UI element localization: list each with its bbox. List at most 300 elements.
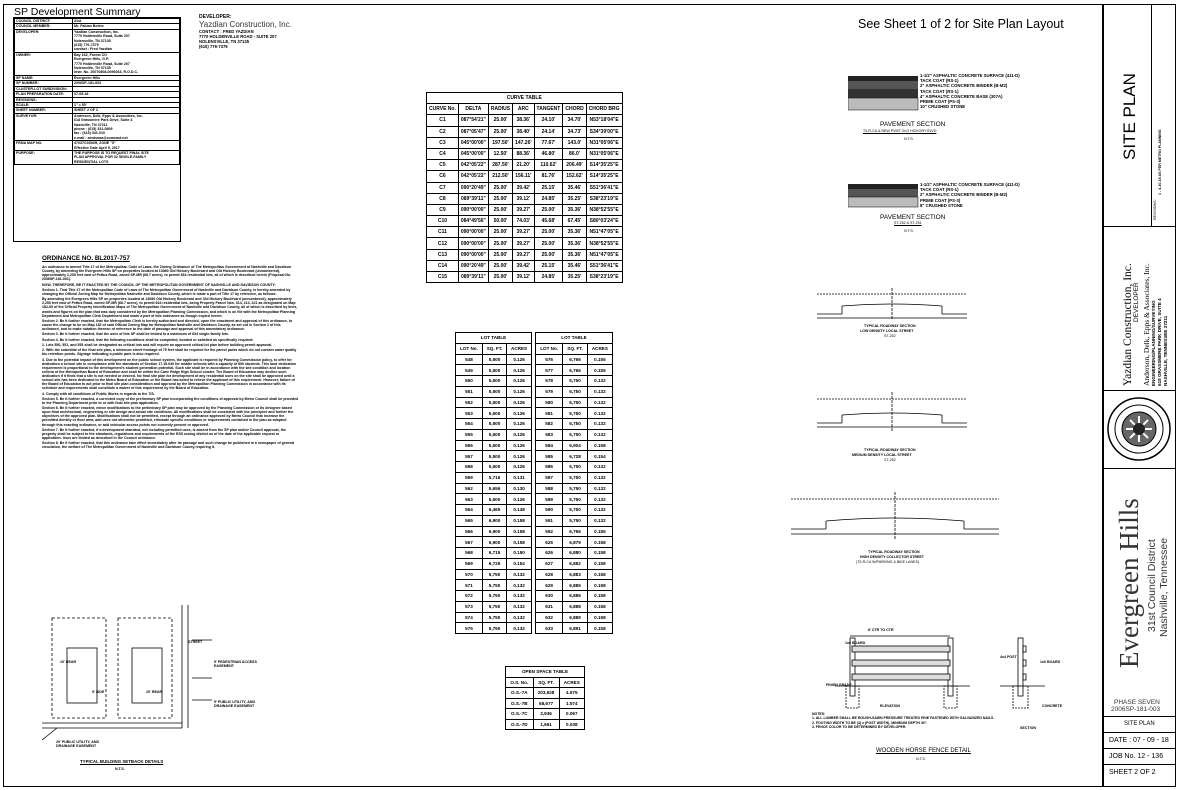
- summary-value: 2006SP-181-003: [73, 81, 180, 86]
- developer-label: DEVELOPER:: [199, 14, 232, 20]
- table-cell: 587: [536, 472, 563, 483]
- table-cell: 6,886: [563, 591, 588, 602]
- page-title: SP Development Summary: [14, 6, 141, 18]
- table-cell: 562: [456, 483, 483, 494]
- table-cell: 0.126: [507, 429, 532, 440]
- table-cell: 25.15': [534, 260, 563, 271]
- road-section-1-code: ST-252: [884, 334, 896, 338]
- column-header: CURVE No.: [427, 104, 459, 115]
- pavement-section-1-nts: N.T.S.: [904, 137, 914, 141]
- table-cell: 287.50': [488, 160, 512, 171]
- table-cell: 0.132: [587, 419, 612, 430]
- table-cell: 090°20'49": [458, 182, 488, 193]
- table-cell: 38.40': [513, 126, 534, 137]
- table-cell: 0.155: [587, 526, 612, 537]
- engineer-line-2: 618 GRASSMERE PARK DRIVE, SUITE 4: [1157, 298, 1162, 386]
- table-cell: 0.158: [507, 526, 532, 537]
- summary-row: [15, 150, 180, 164]
- table-row: [427, 260, 623, 271]
- table-cell: 0.158: [587, 569, 612, 580]
- table-cell: S14°35'25"E: [586, 160, 622, 171]
- table-cell: 584: [536, 440, 563, 451]
- table-cell: 25.00': [488, 260, 512, 271]
- summary-value: Mr. Fabian Bedne: [73, 24, 180, 29]
- table-cell: 0.126: [507, 386, 532, 397]
- summary-value: Anderson, Delk, Epps & Associates, Inc. 618 Grassmere Park Drive, Suite 4 Nashville, TN 37211 phone : (615) 331-0809 fax : (615) 331-010 e-mail : aindsnaa@comcast.net: [73, 113, 180, 140]
- table-cell: 0.126: [507, 354, 532, 365]
- pavement-section-2-labels: [920, 182, 1020, 208]
- table-header-row: [456, 343, 532, 354]
- table-cell: 5,750: [482, 623, 506, 634]
- table-cell: 88.36': [513, 148, 534, 159]
- engineer-seal: [1106, 396, 1172, 462]
- titleblock-sep-5: [1102, 732, 1176, 733]
- summary-value: Yazdian Construction, Inc. 7770 Holdenville Road, Suite 207 Nolensville, TN 37135 (615) 776-7379 contact : Fred Yazdian: [73, 29, 180, 52]
- table-cell: 563: [456, 494, 483, 505]
- table-cell: C15: [427, 272, 459, 283]
- table-cell: O.S.-7B: [506, 698, 534, 709]
- table-row: [427, 137, 623, 148]
- table-row: [506, 709, 585, 720]
- developer-role: DEVELOPER: [1133, 282, 1140, 322]
- titleblock-border: [1102, 4, 1104, 787]
- column-header: ACRES: [587, 343, 612, 354]
- table-cell: 5,750: [563, 505, 588, 516]
- table-cell: 25.00': [534, 204, 563, 215]
- table-cell: 39.27': [513, 249, 534, 260]
- table-cell: 589: [536, 494, 563, 505]
- table-cell: 5,500: [482, 440, 506, 451]
- pavement-section-1-subtitle: T3-R-CA & NEW PVMT OLD HICKORY BLVD: [863, 129, 937, 133]
- table-cell: 5,500: [482, 386, 506, 397]
- column-header: LOT No.: [536, 343, 563, 354]
- fence-label-post: 4x4 POST: [1000, 655, 1017, 659]
- table-cell: 35.36': [563, 227, 586, 238]
- table-cell: 5,500: [482, 397, 506, 408]
- summary-label: SP NAME:: [15, 75, 73, 80]
- table-cell: 152.62': [563, 171, 586, 182]
- table-cell: 35.25': [563, 272, 586, 283]
- table-cell: 552: [456, 397, 483, 408]
- table-cell: 0.126: [507, 408, 532, 419]
- table-row: [456, 440, 532, 451]
- table-row: [456, 580, 532, 591]
- table-title-row: [536, 333, 613, 344]
- table-cell: S38°23'19"E: [586, 193, 622, 204]
- table-cell: N51°47'05"E: [586, 249, 622, 260]
- table-cell: 578: [536, 376, 563, 387]
- table-row: [456, 386, 532, 397]
- sheet-title: SITE PLAN: [1120, 73, 1139, 160]
- ordinance-block: [42, 255, 299, 451]
- table-cell: 5,750: [563, 419, 588, 430]
- setback-label-pue5: 5' PUBLIC UTILITY, AND DRAINAGE EASEMENT: [214, 700, 256, 709]
- ordinance-paragraph: Section 3. Be it further enacted, that the uses of this SP shall be limited to a maximum of 634 single-family lots.: [42, 332, 229, 337]
- table-cell: 633: [536, 623, 563, 634]
- developer-company: Yazdian Construction, Inc.: [1122, 263, 1134, 386]
- table-cell: C5: [427, 160, 459, 171]
- table-cell: 0.132: [507, 623, 532, 634]
- table-row: [456, 537, 532, 548]
- table-cell: 628: [536, 569, 563, 580]
- table-cell: 582: [536, 419, 563, 430]
- pavement-layer-label: 8" CRUSHED STONE: [920, 202, 963, 208]
- table-cell: 0.126: [507, 419, 532, 430]
- summary-label: SHEET NUMBER:: [15, 108, 73, 113]
- road-section-1-subtitle: LOW DENSITY LOCAL STREET: [860, 329, 914, 333]
- summary-label: FEMA MAP NO.: [15, 141, 73, 151]
- fence-label-board-right: 1x6 BOARD: [1040, 660, 1061, 664]
- table-cell: 25.00': [488, 115, 512, 126]
- table-cell: 625: [536, 537, 563, 548]
- table-row: [536, 558, 613, 569]
- council-district: 31st Council District: [1146, 539, 1158, 632]
- table-cell: 81.76': [534, 171, 563, 182]
- table-cell: 591: [536, 515, 563, 526]
- table-row: [456, 451, 532, 462]
- table-cell: N38°52'55"E: [586, 238, 622, 249]
- table-row: [427, 148, 623, 159]
- table-cell: 042°05'22": [458, 160, 488, 171]
- table-row: [536, 623, 613, 634]
- table-cell: 629: [536, 580, 563, 591]
- table-cell: 5,750: [482, 591, 506, 602]
- table-cell: 143.0': [563, 137, 586, 148]
- table-cell: 5,750: [563, 515, 588, 526]
- titleblock-sep-7: [1102, 764, 1176, 765]
- table-cell: 5,750: [563, 472, 588, 483]
- table-cell: 559: [456, 472, 483, 483]
- table-cell: 25.00': [534, 227, 563, 238]
- developer-lines: [199, 29, 319, 49]
- table-cell: 25.00': [534, 238, 563, 249]
- table-row: [536, 419, 613, 430]
- summary-value: Bay 162, Forest CO Evergreen Hills, G.P. 7770 Holdenville Road, Suite 207 Nolensville, TN 37135 Instr. No. 20070808-0096063, R.O.D.C.: [73, 52, 180, 75]
- table-row: [536, 451, 613, 462]
- fence-label-board: 1x6 BOARD: [845, 641, 866, 645]
- table-cell: 0.132: [587, 515, 612, 526]
- table-row: [536, 483, 613, 494]
- summary-value: 31st: [73, 19, 180, 24]
- table-cell: 0.132: [507, 580, 532, 591]
- pavement-section-1-labels: [920, 73, 1020, 109]
- fence-notes: [812, 712, 1002, 730]
- table-row: [427, 238, 623, 249]
- table-cell: 5,750: [482, 569, 506, 580]
- road-section-3-code: (T3-R-CA W/PARKING & BIKE LANES): [856, 560, 920, 564]
- table-cell: 5,750: [563, 386, 588, 397]
- table-cell: C6: [427, 171, 459, 182]
- table-cell: S34°39'00"E: [586, 126, 622, 137]
- table-cell: N53°18'04"E: [586, 115, 622, 126]
- table-cell: 566: [456, 526, 483, 537]
- table-row: [456, 548, 532, 559]
- table-cell: 5,750: [482, 601, 506, 612]
- road-section-2-drawing: [812, 387, 972, 437]
- table-row: [456, 526, 532, 537]
- table-cell: 045°00'00": [458, 137, 488, 148]
- table-cell: 25.00': [488, 182, 512, 193]
- table-cell: 35.36': [563, 238, 586, 249]
- ordinance-paragraph: Section 1. That Title 17 of the Metropolitan Code of Laws of The Metropolitan Government of Nashville and Davidson County, is hereby amended by changing the Official Zoning Map for Metropolitan Nashville and Davidson County, which is made a part of Title 17 by reference, as follows:: [42, 287, 291, 296]
- table-row: [456, 419, 532, 430]
- table-cell: 0.158: [507, 537, 532, 548]
- table-cell: 6,729: [482, 558, 506, 569]
- table-cell: 0.155: [587, 365, 612, 376]
- see-sheet-note: See Sheet 1 of 2 for Site Plan Layout: [858, 17, 1064, 31]
- ordinance-paragraph: Section 6. Be it further enacted, minor modifications to the preliminary SP plan may be approved by the Planning Commission or its designee based upon final architectural, engineering or site design and actual site conditions. All modifications shall be consistent with the principles and further the objectives of the approved plan. Modifications shall not be permitted, except through an ordinance approved by Metro Council that increase the permitted density or floor area, add uses not otherwise permitted, eliminate specific conditions or requirements contained in the plan as adopted through this enacting ordinance, or add vehicular access points not currently present or approved.: [42, 406, 294, 427]
- setback-title: TYPICAL BUILDING SETBACK DETAILS: [80, 759, 164, 764]
- developer-block: [199, 14, 319, 49]
- table-cell: 5,500: [482, 376, 506, 387]
- job-number: JOB No. 12 - 136: [1109, 753, 1164, 760]
- table-cell: 212.50': [488, 171, 512, 182]
- table-cell: 087°05'47": [458, 126, 488, 137]
- table-row: [456, 591, 532, 602]
- table-row: [536, 548, 613, 559]
- table-cell: 0.158: [587, 537, 612, 548]
- table-row: [456, 354, 532, 365]
- table-cell: 5,750: [563, 376, 588, 387]
- summary-row: [15, 113, 180, 140]
- column-header: CHORD: [563, 104, 586, 115]
- table-cell: 0.126: [507, 440, 532, 451]
- table-cell: 0.126: [507, 462, 532, 473]
- setback-label-side: 5' SIDE: [92, 690, 105, 694]
- table-cell: 0.158: [587, 548, 612, 559]
- table-cell: 564: [456, 505, 483, 516]
- table-row: [536, 569, 613, 580]
- table-cell: 581: [536, 408, 563, 419]
- table-cell: 0.158: [587, 623, 612, 634]
- summary-label: SP NUMBER:: [15, 81, 73, 86]
- table-cell: 090°00'00": [458, 238, 488, 249]
- table-cell: 0.132: [587, 472, 612, 483]
- table-cell: C14: [427, 260, 459, 271]
- table-cell: 45.68': [534, 216, 563, 227]
- table-cell: 38.36': [513, 115, 534, 126]
- table-cell: 627: [536, 558, 563, 569]
- table-cell: 6,900: [482, 515, 506, 526]
- ordinance-paragraph: NOW, THEREFORE, BE IT ENACTED BY THE COUNCIL OF THE METROPOLITAN GOVERNMENT OF NASHVILLE AND DAVIDSON COUNTY:: [42, 282, 276, 287]
- table-row: [456, 515, 532, 526]
- table-cell: 206.49': [563, 160, 586, 171]
- table-cell: 86.0': [563, 148, 586, 159]
- table-cell: 50.00': [488, 216, 512, 227]
- summary-label: CLUSTER-LOT SUBDIVISION:: [15, 86, 73, 91]
- table-row: [427, 249, 623, 260]
- table-cell: 6,882: [563, 558, 588, 569]
- table-cell: 0.158: [507, 515, 532, 526]
- road-section-2-subtitle: MEDIUM DENSITY LOCAL STREET: [852, 453, 912, 457]
- engineer-line-3: NASHVILLE, TENNESSEE 37211: [1163, 315, 1168, 386]
- table-cell: 24.85': [534, 272, 563, 283]
- table-row: [427, 126, 623, 137]
- table-cell: 576: [536, 354, 563, 365]
- curve-table-wrap: [426, 92, 623, 283]
- summary-label: DEVELOPER:: [15, 29, 73, 52]
- table-cell: 25.00': [488, 238, 512, 249]
- table-cell: O.S.-7C: [506, 709, 534, 720]
- table-cell: 579: [536, 386, 563, 397]
- developer-line: (615) 776-7379: [199, 44, 228, 49]
- table-cell: 5,500: [482, 419, 506, 430]
- summary-label: PURPOSE:: [15, 150, 73, 164]
- table-cell: C7: [427, 182, 459, 193]
- table-cell: C9: [427, 204, 459, 215]
- table-cell: 084°49'56": [458, 216, 488, 227]
- table-cell: 574: [456, 612, 483, 623]
- table-cell: 77.67': [534, 137, 563, 148]
- table-row: [427, 227, 623, 238]
- table-cell: 551: [456, 386, 483, 397]
- table-cell: S14°35'25"E: [586, 171, 622, 182]
- ordinance-paragraph: 4. Comply with all conditions of Public Works in regards to the TIS.: [42, 391, 155, 396]
- ordinance-paragraph: 1. Lots 550, 551, and 553 shall be designated as critical lots and will require an approved critical lot plan before building permit approval.: [42, 342, 273, 347]
- column-header: SQ. FT.: [482, 343, 506, 354]
- column-header: ARC: [513, 104, 534, 115]
- table-row: [536, 429, 613, 440]
- open-space-table-wrap: [505, 666, 585, 730]
- table-cell: 626: [536, 548, 563, 559]
- table-cell: N38°52'55"E: [586, 204, 622, 215]
- table-cell: 68,677: [533, 698, 559, 709]
- table-row: [427, 216, 623, 227]
- table-cell: 39.27': [513, 227, 534, 238]
- table-cell: 2,936: [533, 709, 559, 720]
- pavement-layer-label: 2" ASPHALTIC CONCRETE BINDER (B-M2): [920, 83, 1008, 89]
- table-cell: 35.36': [563, 204, 586, 215]
- road-section-2-title: TYPICAL ROADWAY SECTION: [864, 448, 916, 452]
- summary-value: Evergreen Hills: [73, 75, 180, 80]
- table-cell: 0.158: [587, 558, 612, 569]
- table-cell: 0.158: [587, 612, 612, 623]
- table-row: [427, 272, 623, 283]
- table-cell: 554: [456, 419, 483, 430]
- table-cell: 090°00'00": [458, 204, 488, 215]
- table-cell: 6,900: [482, 537, 506, 548]
- summary-row: [15, 141, 180, 151]
- table-cell: 549: [456, 365, 483, 376]
- table-row: [506, 698, 585, 709]
- table-row: [456, 472, 532, 483]
- table-header-row: [427, 104, 623, 115]
- table-cell: 575: [456, 623, 483, 634]
- table-cell: N31°05'06"E: [586, 148, 622, 159]
- table-cell: 585: [536, 451, 563, 462]
- table-cell: 197.50': [488, 137, 512, 148]
- table-header-row: [506, 677, 585, 688]
- table-row: [536, 386, 613, 397]
- table-cell: 630: [536, 591, 563, 602]
- table-cell: 6,728: [563, 451, 588, 462]
- table-row: [536, 408, 613, 419]
- table-cell: 25.00': [534, 249, 563, 260]
- table-cell: 0.126: [507, 397, 532, 408]
- table-title-row: [427, 93, 623, 104]
- table-cell: 548: [456, 354, 483, 365]
- table-cell: 0.132: [587, 483, 612, 494]
- fence-spacing: 8' CTR TO CTR: [868, 628, 894, 632]
- summary-value: 07-09-18: [73, 92, 180, 97]
- pavement-section-2-subtitle: ST-252 & ST-251: [894, 221, 922, 225]
- table-cell: 147.26': [513, 137, 534, 148]
- road-section-1-drawing: [812, 284, 972, 324]
- table-cell: 569: [456, 558, 483, 569]
- titleblock-sep-4: [1102, 716, 1176, 717]
- table-cell: 0.126: [507, 376, 532, 387]
- fence-note: NOTES:: [812, 712, 826, 716]
- fence-note: 2. FOOTING WIDTH TO BE (3) x (POST WIDTH), MINIMUM DEPTH 30".: [812, 720, 928, 725]
- table-cell: C1: [427, 115, 459, 126]
- summary-row: [15, 52, 180, 75]
- table-cell: 0.132: [587, 408, 612, 419]
- table-cell: 087°54'21": [458, 115, 488, 126]
- fence-note: 1. ALL LUMBER SHALL BE ROUGH-SAWN PRESSURE TREATED PINE FASTENED WITH GALVANIZED NAILS.: [812, 716, 995, 721]
- table-cell: 0.158: [587, 580, 612, 591]
- table-cell: 5,656: [482, 483, 506, 494]
- table-row: [536, 580, 613, 591]
- table-cell: 34.73': [563, 126, 586, 137]
- fence-label-section: SECTION: [1020, 726, 1036, 730]
- table-cell: 1.574: [559, 698, 584, 709]
- table-cell: 39.27': [513, 238, 534, 249]
- table-cell: 0.132: [587, 376, 612, 387]
- road-section-3-subtitle: HIGH DENSITY COLLECTOR STREET: [860, 555, 924, 559]
- table-title: OPEN SPACE TABLE: [506, 667, 585, 678]
- titleblock-sep-3: [1102, 468, 1176, 469]
- ordinance-paragraph: Section 2. Be it further enacted, that the Metropolitan Clerk is hereby authorized and directed, upon the enactment and approval of this ordinance, to cause the change to be on Map 182 of said Official Zoning Map for Metropolitan Nashville and Davidson County, as set out in Section 1 of this ordinance, and to make notation thereon of reference to the date of passage and approval of this amendatory ordinance.: [42, 318, 293, 332]
- table-cell: 565: [456, 515, 483, 526]
- table-cell: 6,880: [563, 548, 588, 559]
- fence-note: 3. FENCE COLOR TO BE DETERMINED BY DEVELOPER.: [812, 725, 907, 730]
- table-cell: O.S.-7A: [506, 688, 534, 699]
- pavement-section-2-nts: N.T.S.: [904, 229, 914, 233]
- table-cell: 0.132: [587, 386, 612, 397]
- table-cell: 568: [456, 548, 483, 559]
- table-cell: 588: [536, 483, 563, 494]
- table-cell: 6,889: [563, 612, 588, 623]
- sp-number: 2006SP-181-003: [1111, 706, 1161, 713]
- table-cell: 0.132: [587, 429, 612, 440]
- column-header: LOT No.: [456, 343, 483, 354]
- table-title-row: [506, 667, 585, 678]
- developer-line: NOLENSVILLE, TN 37135: [199, 39, 250, 44]
- summary-row: [15, 29, 180, 52]
- table-row: [536, 526, 613, 537]
- table-row: [456, 601, 532, 612]
- table-cell: 39.12': [513, 272, 534, 283]
- column-header: SQ. FT.: [563, 343, 588, 354]
- column-header: O.S. No.: [506, 677, 534, 688]
- table-row: [456, 397, 532, 408]
- table-cell: 583: [536, 429, 563, 440]
- table-cell: 045°00'00": [458, 148, 488, 159]
- titleblock-sep-2: [1102, 390, 1176, 391]
- table-cell: S80°03'24"E: [586, 216, 622, 227]
- pavement-layer-label: 4" ASPHALTIC CONCRETE BASE (307A): [920, 93, 1003, 99]
- table-cell: 0.158: [587, 440, 612, 451]
- table-cell: S51°36'41"E: [586, 182, 622, 193]
- ordinance-paragraph: An ordinance to amend Title 17 of the Metropolitan Code of Laws, the Zoning Ordinance of The Metropolitan Government of Nashville and Davidson County, by amending the Evergreen Hills SP on properties located at 13080 Old Hickory Boulevard and Old Hickory Boulevard (unnumbered), approximately 2,250 feet east of Pettus Road, zoned SP-MR (68.7 acres), to permit 634 residential lots, all of which is described herein (Proposal No. 2006SP-181-001).: [42, 265, 292, 282]
- table-cell: 089°39'11": [458, 193, 488, 204]
- table-cell: 557: [456, 451, 483, 462]
- table-cell: 090°20'49": [458, 260, 488, 271]
- table-title: CURVE TABLE: [427, 93, 623, 104]
- lot-table-left: [455, 332, 532, 634]
- summary-value: 1" = 50': [73, 102, 180, 107]
- table-cell: 39.12': [513, 193, 534, 204]
